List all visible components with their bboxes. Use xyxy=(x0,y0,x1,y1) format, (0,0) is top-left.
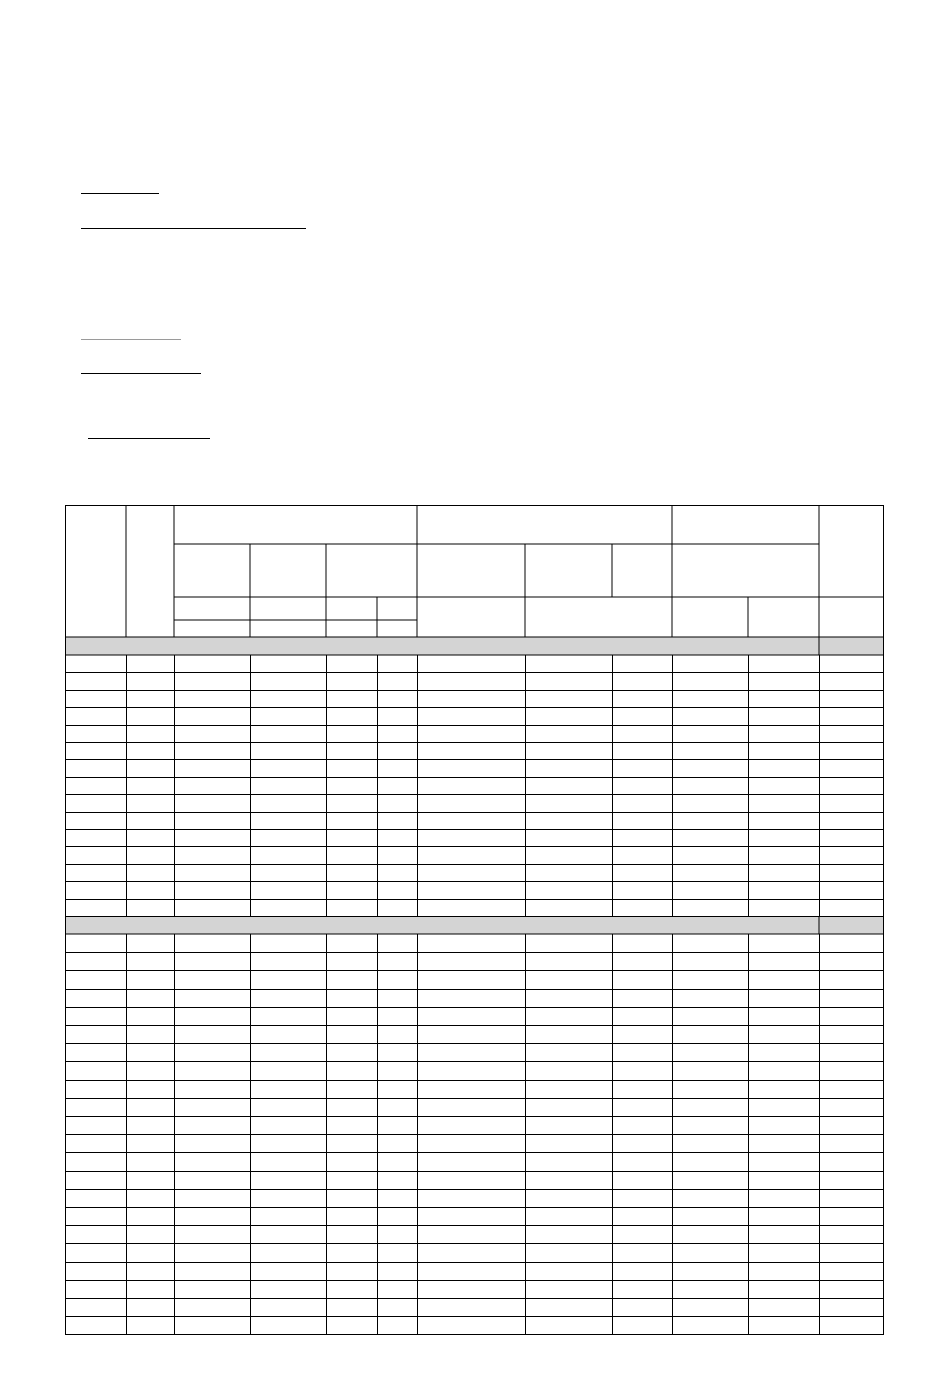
header-blank-line-4 xyxy=(81,373,201,374)
header-blank-line-2 xyxy=(81,228,306,229)
table-grid xyxy=(65,505,884,1335)
header-blank-line-1 xyxy=(81,193,159,194)
data-entry-table xyxy=(65,505,884,1335)
header-blank-line-5 xyxy=(88,438,210,439)
header-blank-line-3 xyxy=(81,339,181,340)
section-band-2 xyxy=(66,916,884,934)
section-band-1 xyxy=(66,637,884,655)
